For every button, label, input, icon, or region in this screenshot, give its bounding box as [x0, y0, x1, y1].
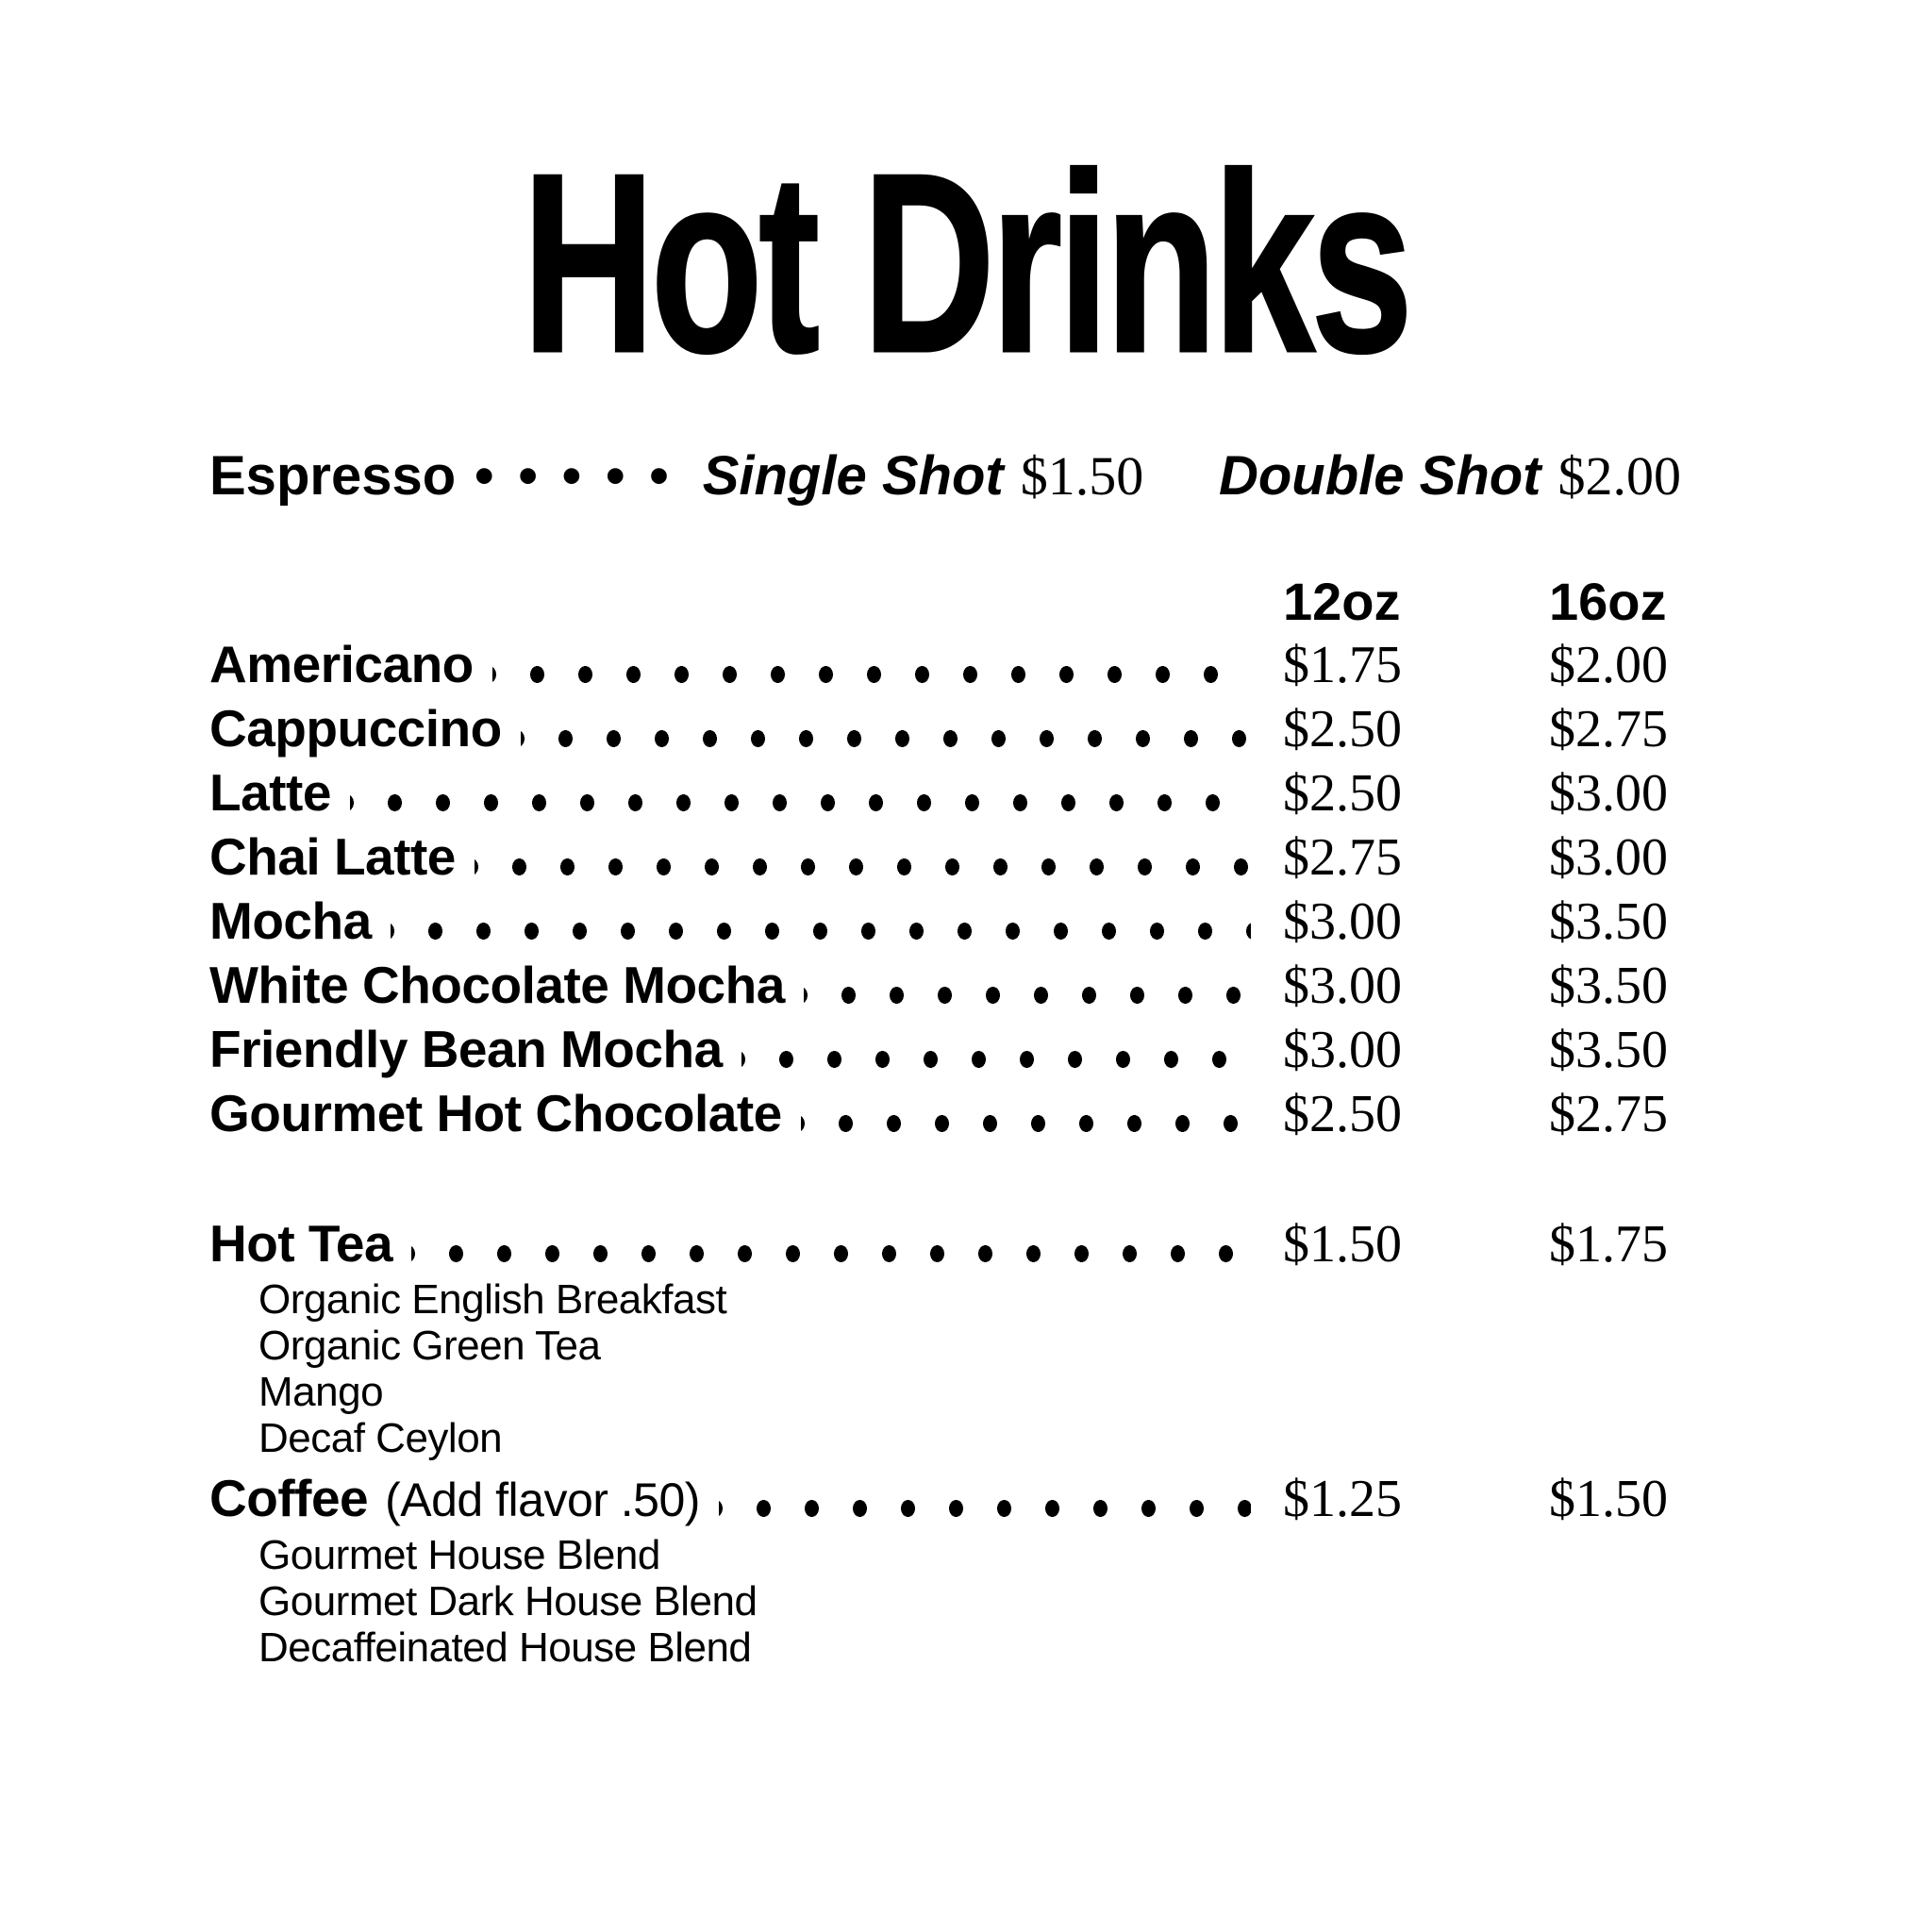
double-shot-label: Double Shot	[1218, 445, 1541, 507]
coffee-variety: Gourmet Dark House Blend	[258, 1578, 758, 1624]
coffee-variety-list	[209, 1532, 1681, 1671]
dot-leader	[719, 1467, 1251, 1532]
item-price-12oz: $3.00	[1283, 1021, 1402, 1079]
size-header-12oz: 12oz	[1283, 572, 1401, 631]
item-name: Friendly Bean Mocha	[209, 1020, 723, 1078]
item-price-16oz: $3.00	[1549, 828, 1668, 887]
item-price-12oz: $3.00	[1283, 957, 1402, 1015]
item-price-12oz: $2.50	[1283, 1085, 1402, 1143]
dot-leader	[801, 1082, 1251, 1146]
menu-item-row	[209, 825, 1681, 890]
item-price-16oz: $1.50	[1549, 1470, 1668, 1528]
item-name: Chai Latte	[209, 827, 456, 886]
item-price-16oz: $3.50	[1549, 957, 1668, 1015]
menu-item-row	[209, 697, 1681, 761]
coffee-variety: Decaffeinated House Blend	[258, 1624, 752, 1671]
item-name: Hot Tea	[209, 1214, 393, 1273]
item-name: Coffee	[209, 1469, 369, 1527]
item-price-16oz: $3.00	[1549, 764, 1668, 823]
item-price-16oz: $3.50	[1549, 1021, 1668, 1079]
single-shot-price: $1.50	[1020, 445, 1144, 507]
menu-item-row	[209, 1018, 1681, 1082]
menu-item-row	[209, 890, 1681, 954]
coffee-variety: Gourmet House Blend	[258, 1532, 660, 1578]
coffee-row	[209, 1467, 1681, 1532]
dot-leader: •••••	[475, 445, 693, 507]
single-shot-label: Single Shot	[702, 445, 1004, 507]
menu-item-row	[209, 761, 1681, 825]
item-price-12oz: $1.50	[1283, 1215, 1402, 1274]
item-name: Cappuccino	[209, 699, 502, 758]
dot-leader	[521, 697, 1251, 761]
tea-variety: Mango	[258, 1369, 384, 1415]
dot-leader	[350, 761, 1251, 825]
tea-variety: Decaf Ceylon	[258, 1415, 503, 1461]
dot-leader	[804, 954, 1251, 1018]
page-title: Hot Drinks	[523, 122, 1409, 406]
dot-leader	[391, 890, 1251, 954]
item-name: Americano	[209, 635, 474, 693]
item-price-12oz: $2.50	[1283, 700, 1402, 758]
item-name: Mocha	[209, 891, 372, 950]
espresso-name: Espresso	[209, 445, 457, 507]
double-shot-price: $2.00	[1557, 445, 1681, 507]
item-price-12oz: $1.25	[1283, 1470, 1402, 1528]
size-header-16oz: 16oz	[1549, 572, 1667, 631]
hot-tea-row	[209, 1212, 1681, 1276]
menu-item-row	[209, 633, 1681, 697]
coffee-flavor-note: (Add flavor .50)	[385, 1474, 700, 1526]
item-price-12oz: $3.00	[1283, 892, 1402, 951]
item-name: Latte	[209, 763, 331, 822]
menu-item-row	[209, 954, 1681, 1018]
item-price-16oz: $2.75	[1549, 700, 1668, 758]
dot-leader	[411, 1212, 1251, 1276]
dot-leader	[475, 825, 1251, 890]
dot-leader	[741, 1018, 1251, 1082]
item-name: White Chocolate Mocha	[209, 956, 785, 1014]
menu-item-row	[209, 1082, 1681, 1146]
dot-leader	[492, 633, 1251, 697]
tea-variety: Organic Green Tea	[258, 1323, 601, 1369]
item-price-12oz: $1.75	[1283, 636, 1402, 694]
item-price-16oz: $2.75	[1549, 1085, 1668, 1143]
title-wrap	[0, 122, 1932, 406]
tea-variety-list	[209, 1276, 1681, 1461]
item-price-12oz: $2.75	[1283, 828, 1402, 887]
item-price-16oz: $3.50	[1549, 892, 1668, 951]
size-header-row	[209, 571, 1681, 633]
item-price-16oz: $1.75	[1549, 1215, 1668, 1274]
item-name: Gourmet Hot Chocolate	[209, 1084, 782, 1142]
tea-variety: Organic English Breakfast	[258, 1276, 727, 1323]
espresso-row	[209, 443, 1681, 509]
item-price-12oz: $2.50	[1283, 764, 1402, 823]
item-price-16oz: $2.00	[1549, 636, 1668, 694]
